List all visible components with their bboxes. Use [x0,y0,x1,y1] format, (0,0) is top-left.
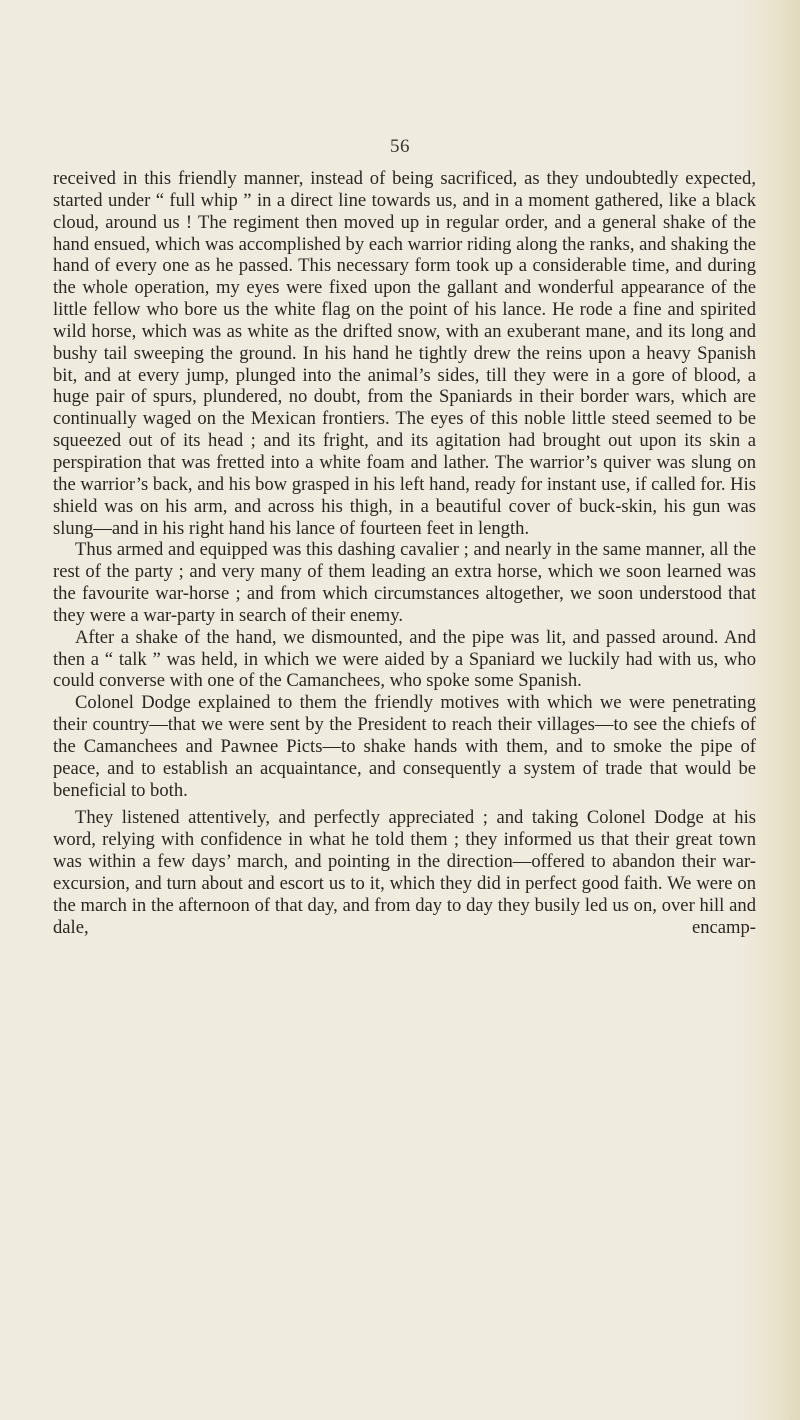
paragraph-4: Colonel Dodge explained to them the friendly motives with which we were penetrating their country—that we were sent by the President to reach their villages—to see the chiefs of the Camanchees and Pawnee Picts—to shake hands with them, and to smoke the pipe of peace, and to establish an acquaintance, and consequently a system of trade that would be beneficial to both. [53,692,756,801]
paragraph-3: After a shake of the hand, we dismounted, and the pipe was lit, and passed around. And then a “ talk ” was held, in which we were aided by a Spaniard we luckily had with us, who could converse with one of the Camanchees, who spoke some Spanish. [53,626,756,692]
paragraph-2: Thus armed and equipped was this dashing cavalier ; and nearly in the same manner, all the rest of the party ; and very many of them leading an extra horse, which we soon learned was the favourite war-horse ; and from which circumstances altogether, we soon understood that they were a war-party in search of their enemy. [53,539,756,626]
paragraph-1: received in this friendly manner, instead of being sacrificed, as they undoubtedly expected, started under “ full whip ” in a direct line towards us, and in a moment gathered, like a black cloud, around us ! The regiment then moved up in regular order, and a general shake of the hand ensued, which was accomplished by each warrior riding along the ranks, and shaking the hand of every one as he passed. This necessary form took up a considerable time, and during the whole operation, my eyes were fixed upon the gallant and wonderful appearance of the little fellow who bore us the white flag on the point of his lance. He rode a fine and spirited wild horse, which was as white as the drifted snow, with an exuberant mane, and its long and bushy tail sweeping the ground. In his hand he tightly drew the reins upon a heavy Spanish bit, and at every jump, plunged into the animal’s sides, till they were in a gore of blood, a huge pair of spurs, plundered, no doubt, from the Spaniards in their border wars, which are continually waged on the Mexican frontiers. The eyes of this noble little steed seemed to be squeezed out of its head ; and its fright, and its agitation had brought out upon its skin a perspiration that was fretted into a white foam and lather. The warrior’s quiver was slung on the warrior’s back, and his bow grasped in his left hand, ready for instant use, if called for. His shield was on his arm, and across his thigh, in a beautiful cover of buck-skin, his gun was slung—and in his right hand his lance of fourteen feet in length. [53,168,756,539]
page-number: 56 [390,136,410,157]
paragraph-5: They listened attentively, and perfectly appreciated ; and taking Colonel Dodge at his word, relying with confidence in what he told them ; they informed us that their great town was within a few days’ march, and pointing in the direction—offered to abandon their war-excursion, and turn about and escort us to it, which they did in perfect good faith. We were on the march in the afternoon of that day, and from day to day they busily led us on, over hill and dale, encamp- [53,807,756,938]
body-text [53,168,756,939]
